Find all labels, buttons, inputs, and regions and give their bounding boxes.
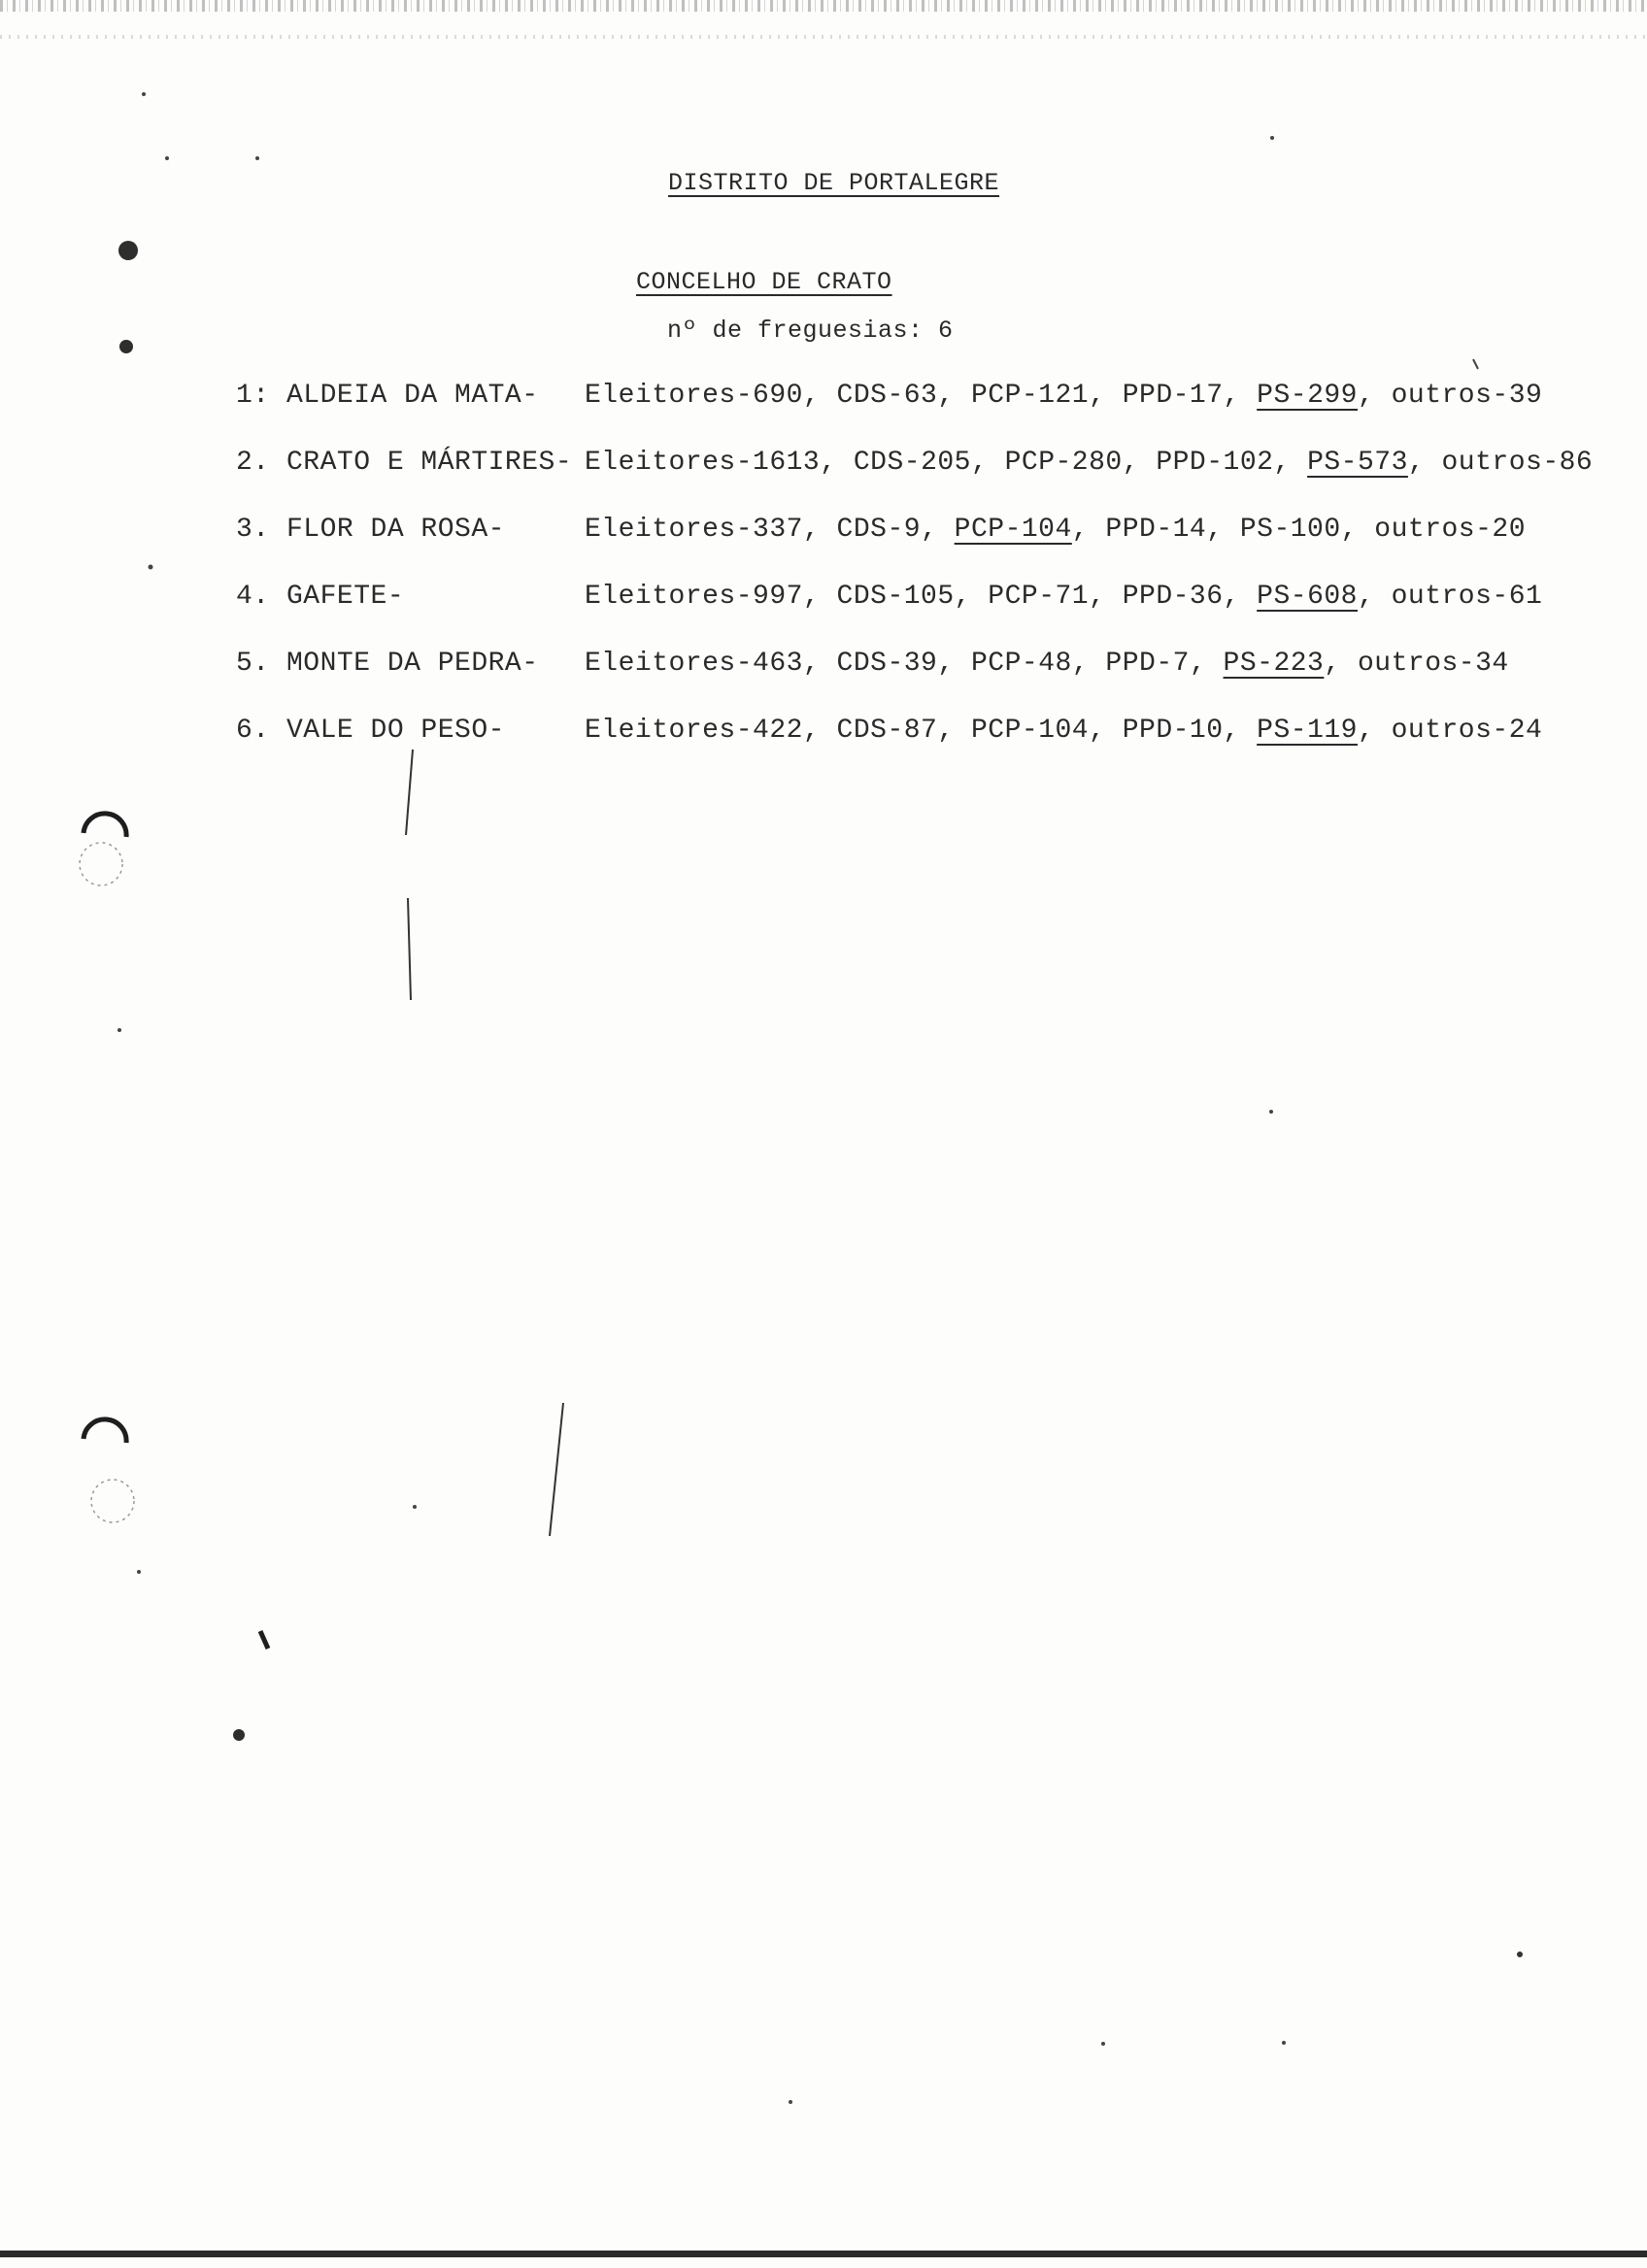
separator: , [921, 515, 955, 545]
separator: , [1071, 649, 1106, 679]
pen-stroke [406, 750, 413, 835]
separator: , [1357, 582, 1392, 612]
parish-name: CRATO E MÁRTIRES- [286, 448, 573, 478]
separator: , [802, 515, 837, 545]
speck [118, 1028, 121, 1032]
ink-blot [260, 1631, 268, 1649]
ps-value: PS-119 [1257, 716, 1358, 746]
parish-number: 4. [236, 582, 270, 612]
separator: , [1340, 515, 1375, 545]
speck [413, 1505, 417, 1509]
separator: , [1189, 649, 1224, 679]
speck [137, 1570, 141, 1574]
ppd-value: PPD-36 [1122, 582, 1224, 612]
separator: , [1089, 381, 1123, 411]
pcp-value: PCP-71 [988, 582, 1090, 612]
separator: , [1407, 448, 1442, 478]
speck [255, 156, 259, 160]
hole-punch-dot [118, 241, 138, 260]
parish-name: VALE DO PESO- [286, 716, 505, 746]
separator: , [1206, 515, 1240, 545]
voters-value: Eleitores-422 [585, 716, 803, 746]
separator: , [1223, 716, 1258, 746]
ppd-value: PPD-10 [1122, 716, 1224, 746]
ps-value: PS-223 [1223, 649, 1325, 679]
others-value: outros-39 [1391, 381, 1543, 411]
separator: , [937, 381, 971, 411]
pcp-value: PCP-104 [970, 716, 1090, 746]
parish-name: MONTE DA PEDRA- [286, 649, 539, 679]
ps-value: PS-100 [1239, 515, 1341, 545]
speck [1517, 1951, 1523, 1957]
punch-hole-arc [84, 1419, 126, 1443]
parish-number: 3. [236, 515, 270, 545]
separator: , [1357, 381, 1392, 411]
cds-value: CDS-205 [853, 448, 971, 478]
separator: , [802, 381, 837, 411]
punch-hole-outline [80, 843, 122, 885]
separator: , [802, 716, 837, 746]
voters-value: Eleitores-337 [585, 515, 803, 545]
separator: , [820, 448, 854, 478]
parish-name: FLOR DA ROSA- [286, 515, 505, 545]
ppd-value: PPD-102 [1156, 448, 1274, 478]
cds-value: CDS-9 [836, 515, 922, 545]
ppd-value: PPD-7 [1105, 649, 1190, 679]
hole-punch-dot [119, 340, 133, 353]
parish-name: ALDEIA DA MATA- [286, 381, 539, 411]
separator: , [1071, 515, 1106, 545]
parish-name: GAFETE- [286, 582, 405, 612]
parish-number: 2. [236, 448, 270, 478]
speck [1270, 136, 1274, 140]
pen-stroke [408, 898, 411, 1000]
others-value: outros-86 [1441, 448, 1594, 478]
others-value: outros-61 [1391, 582, 1543, 612]
separator: , [1324, 649, 1358, 679]
separator: , [1273, 448, 1308, 478]
parish-number: 1: [236, 381, 270, 411]
speck [1473, 359, 1478, 369]
pcp-value: PCP-104 [954, 515, 1072, 545]
separator: , [937, 649, 971, 679]
pcp-value: PCP-121 [970, 381, 1090, 411]
others-value: outros-20 [1374, 515, 1527, 545]
ps-value: PS-299 [1257, 381, 1358, 411]
pcp-value: PCP-48 [970, 649, 1072, 679]
speck [1269, 1110, 1273, 1114]
ppd-value: PPD-14 [1105, 515, 1207, 545]
scan-edge-bottom [0, 2251, 1647, 2257]
separator: , [1122, 448, 1157, 478]
punch-hole-arc [84, 814, 126, 837]
others-value: outros-34 [1357, 649, 1509, 679]
cds-value: CDS-87 [836, 716, 938, 746]
speck [165, 156, 169, 160]
speck [149, 565, 153, 570]
ink-blot [233, 1729, 245, 1741]
voters-value: Eleitores-1613 [585, 448, 821, 478]
separator: , [970, 448, 1005, 478]
separator: , [954, 582, 989, 612]
separator: , [1089, 716, 1123, 746]
separator: , [1357, 716, 1392, 746]
punch-hole-outline [91, 1480, 134, 1522]
parish-number: 6. [236, 716, 270, 746]
ps-value: PS-573 [1307, 448, 1408, 478]
council-title: CONCELHO DE CRATO [636, 268, 892, 296]
speck [1101, 2042, 1105, 2046]
separator: , [1223, 582, 1258, 612]
speck [142, 92, 146, 96]
ps-value: PS-608 [1257, 582, 1358, 612]
separator: , [1089, 582, 1123, 612]
voters-value: Eleitores-997 [585, 582, 803, 612]
cds-value: CDS-105 [836, 582, 955, 612]
ppd-value: PPD-17 [1122, 381, 1224, 411]
separator: , [802, 582, 837, 612]
others-value: outros-24 [1391, 716, 1543, 746]
separator: , [802, 649, 837, 679]
pen-stroke [550, 1403, 563, 1536]
cds-value: CDS-39 [836, 649, 938, 679]
voters-value: Eleitores-463 [585, 649, 803, 679]
separator: , [1223, 381, 1258, 411]
separator: , [937, 716, 971, 746]
speck [789, 2100, 792, 2104]
parish-count: nº de freguesias: 6 [667, 317, 954, 345]
speck [1282, 2041, 1286, 2045]
pcp-value: PCP-280 [1004, 448, 1123, 478]
district-title: DISTRITO DE PORTALEGRE [668, 169, 1000, 197]
voters-value: Eleitores-690 [585, 381, 803, 411]
parish-number: 5. [236, 649, 270, 679]
cds-value: CDS-63 [836, 381, 938, 411]
